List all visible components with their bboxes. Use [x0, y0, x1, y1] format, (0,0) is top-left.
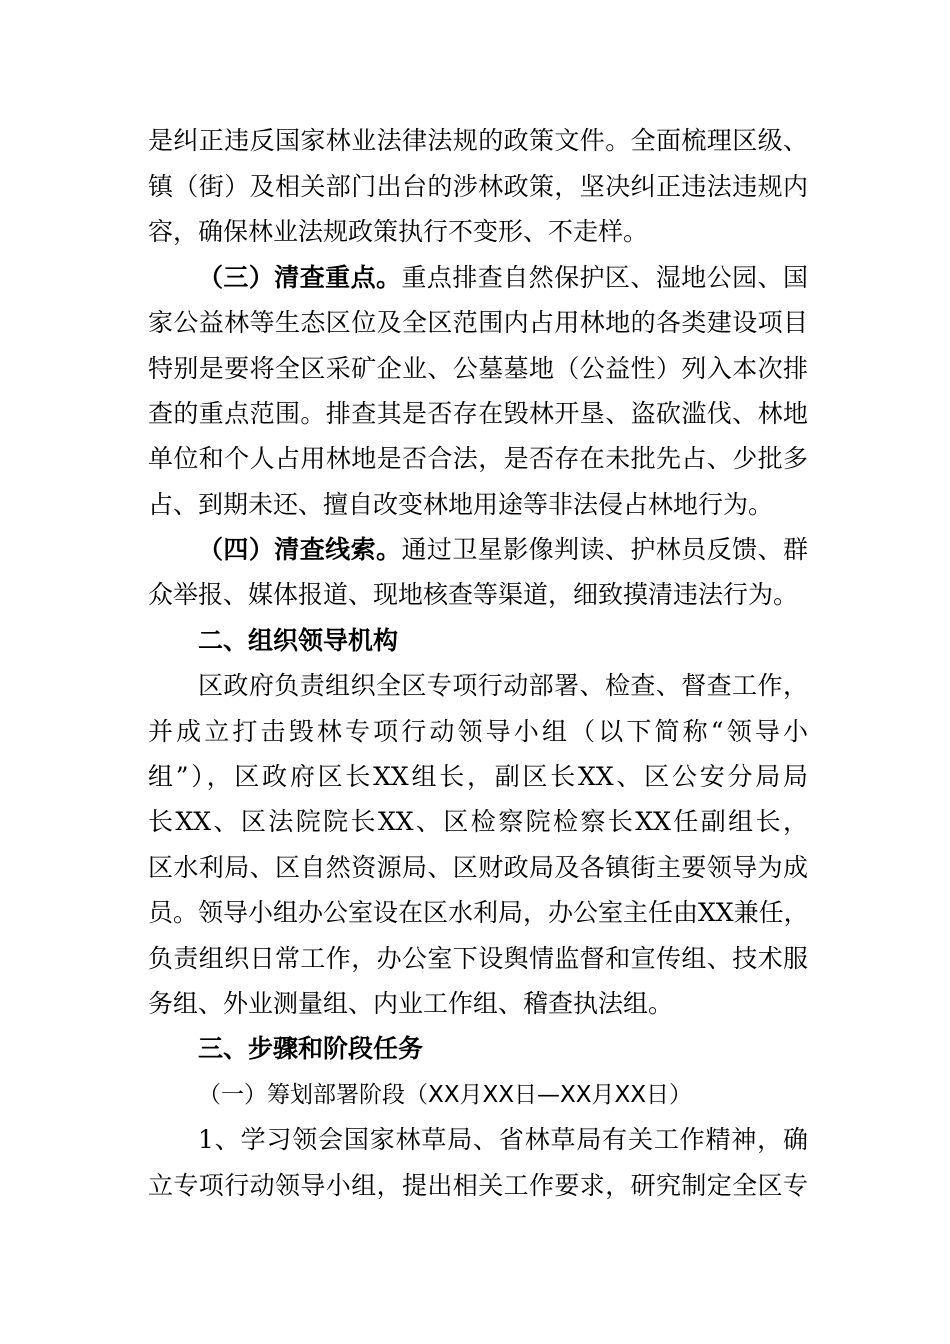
paragraph-line: 区水利局、区自然资源局、区财政局及各镇街主要领导为成: [148, 853, 808, 882]
heading-organization: 二、组织领导机构: [198, 626, 399, 655]
paragraph-line: 特别是要将全区采矿企业、公墓墓地（公益性）列入本次排: [148, 354, 808, 383]
paragraph-line: 单位和个人占用林地是否合法，是否存在未批先占、少批多: [148, 444, 808, 473]
heading-steps: 三、步骤和阶段任务: [198, 1034, 424, 1063]
paragraph-line: 查的重点范围。排查其是否存在毁林开垦、盗砍滥伐、林地: [148, 399, 808, 428]
paragraph-line: 长XX、区法院院长XX、区检察院检察长XX任副组长，: [148, 807, 808, 836]
paragraph-line: 负责组织日常工作，办公室下设舆情监督和宣传组、技术服: [148, 944, 808, 973]
paragraph-line: 区政府负责组织全区专项行动部署、检查、督查工作，: [198, 671, 808, 700]
section-4-label: （四）清查线索。: [198, 535, 402, 564]
section-3-text: 重点排查自然保护区、湿地公园、国: [401, 263, 808, 292]
paragraph-line: 员。领导小组办公室设在区水利局，办公室主任由XX兼任，: [148, 898, 809, 927]
section-4-text: 通过卫星影像判读、护林员反馈、群: [401, 535, 808, 564]
paragraph-line: 家公益林等生态区位及全区范围内占用林地的各类建设项目: [148, 308, 808, 337]
paragraph-line: 立专项行动领导小组，提出相关工作要求，研究制定全区专: [148, 1171, 808, 1200]
stage-1-title: （一）筹划部署阶段（XX月XX日—XX月XX日）: [198, 1082, 693, 1108]
paragraph-line: 是纠正违反国家林业法律法规的政策文件。全面梳理区级、: [148, 126, 808, 155]
paragraph-line: 组”），区政府区长XX组长，副区长XX、区公安分局局: [148, 762, 808, 791]
paragraph-line: 务组、外业测量组、内业工作组、稽查执法组。: [148, 989, 674, 1018]
section-3-label: （三）清查重点。: [198, 263, 402, 292]
paragraph-line: 并成立打击毁林专项行动领导小组（以下简称“领导小: [148, 717, 808, 746]
paragraph-line: 占、到期未还、擅自改变林地用途等非法侵占林地行为。: [148, 490, 774, 519]
section-4-first-line: [198, 527, 808, 573]
paragraph-line: 众举报、媒体报道、现地核查等渠道，细致摸清违法行为。: [148, 580, 799, 609]
paragraph-line: 1、学习领会国家林草局、省林草局有关工作精神，确: [198, 1125, 808, 1154]
section-3-first-line: [198, 255, 808, 301]
paragraph-line: 镇（街）及相关部门出台的涉林政策，坚决纠正违法违规内: [148, 172, 808, 201]
paragraph-line: 容，确保林业法规政策执行不变形、不走样。: [148, 217, 649, 246]
